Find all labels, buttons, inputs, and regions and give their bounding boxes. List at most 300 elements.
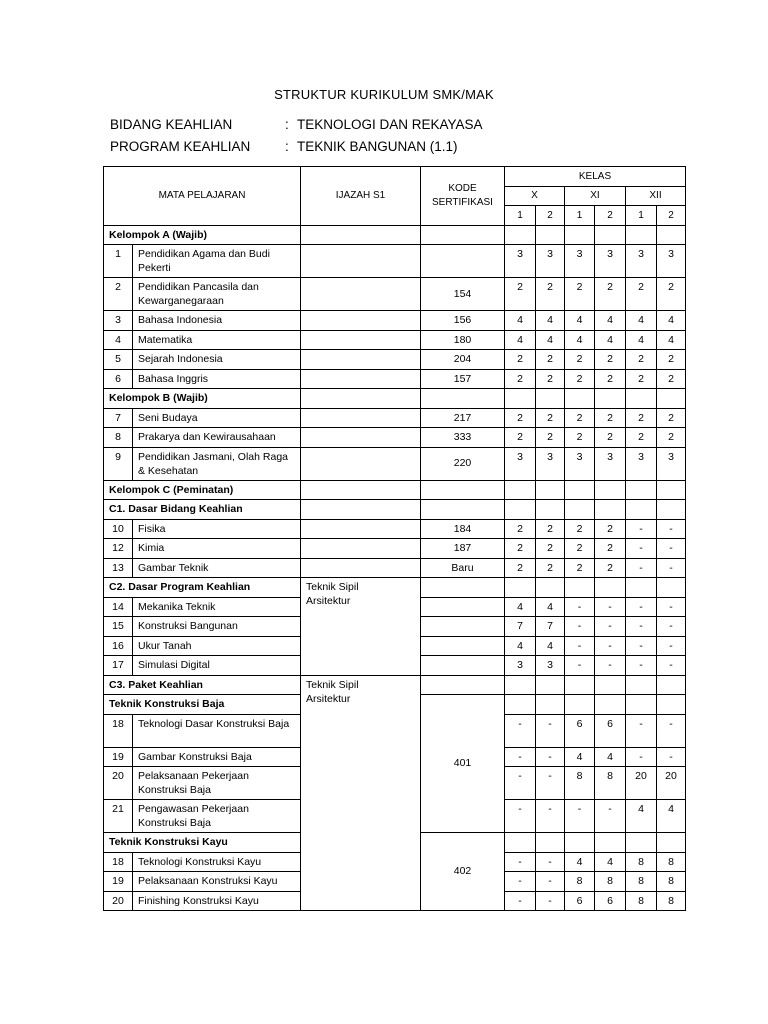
kelas-value: 4	[657, 800, 686, 833]
subject-name: Seni Budaya	[133, 408, 301, 428]
kode-cell	[421, 636, 505, 656]
header-grade: X	[505, 186, 565, 206]
meta-program-keahlian	[110, 139, 458, 154]
row-number: 18	[104, 852, 133, 872]
kelas-cell	[505, 389, 536, 409]
kelas-cell	[595, 675, 626, 695]
kelas-value: 2	[657, 369, 686, 389]
kode-cell	[421, 225, 505, 245]
group-row	[104, 675, 686, 695]
kelas-value: 3	[595, 245, 626, 278]
kelas-value: -	[657, 747, 686, 767]
kelas-value: -	[626, 714, 657, 747]
kelas-value: 2	[505, 519, 536, 539]
subject-name: Sejarah Indonesia	[133, 350, 301, 370]
kelas-value: 2	[595, 539, 626, 559]
kelas-cell	[626, 500, 657, 520]
subject-row	[104, 519, 686, 539]
kelas-value: 2	[657, 428, 686, 448]
kelas-value: 2	[626, 369, 657, 389]
group-row	[104, 389, 686, 409]
row-number: 4	[104, 330, 133, 350]
kelas-cell	[505, 833, 536, 853]
row-number: 7	[104, 408, 133, 428]
kelas-value: -	[565, 800, 595, 833]
group-label: Kelompok A (Wajib)	[104, 225, 301, 245]
subject-name: Prakarya dan Kewirausahaan	[133, 428, 301, 448]
kelas-value: 3	[657, 447, 686, 480]
kelas-value: 8	[657, 891, 686, 911]
kelas-value: -	[505, 800, 536, 833]
subject-name: Pendidikan Pancasila dan Kewarganegaraan	[133, 278, 301, 311]
kelas-value: 2	[565, 558, 595, 578]
kelas-cell	[657, 833, 686, 853]
kode-cell: 402	[421, 833, 505, 911]
kode-cell	[421, 500, 505, 520]
kelas-value: 2	[595, 350, 626, 370]
subject-row	[104, 350, 686, 370]
ijazah-item: Teknik Sipil	[306, 581, 359, 593]
kelas-cell	[595, 500, 626, 520]
kelas-cell	[657, 578, 686, 598]
kelas-value: 4	[565, 852, 595, 872]
row-number: 19	[104, 747, 133, 767]
kelas-cell	[565, 578, 595, 598]
kelas-value: 2	[595, 558, 626, 578]
kelas-value: 2	[536, 369, 565, 389]
kelas-cell	[626, 578, 657, 598]
kelas-cell	[657, 225, 686, 245]
subject-name: Bahasa Inggris	[133, 369, 301, 389]
kelas-value: 2	[626, 428, 657, 448]
kelas-value: -	[657, 597, 686, 617]
kode-cell	[421, 245, 505, 278]
kode-cell: 154	[421, 278, 505, 311]
ijazah-item: Arsitektur	[306, 692, 351, 705]
kelas-value: 2	[536, 558, 565, 578]
kelas-cell	[505, 480, 536, 500]
ijazah-cell	[301, 539, 421, 559]
ijazah-cell	[301, 578, 421, 676]
kode-cell	[421, 656, 505, 676]
subject-row	[104, 369, 686, 389]
kelas-cell	[595, 833, 626, 853]
kelas-value: -	[657, 558, 686, 578]
kelas-value: 2	[565, 350, 595, 370]
kelas-cell	[505, 225, 536, 245]
kelas-value: 8	[595, 872, 626, 892]
kelas-value: 4	[565, 330, 595, 350]
subject-row	[104, 447, 686, 480]
kelas-value: 2	[657, 408, 686, 428]
meta-value: TEKNIK BANGUNAN (1.1)	[297, 139, 458, 154]
kelas-cell	[536, 225, 565, 245]
header-kelas: KELAS	[505, 167, 686, 187]
kelas-value: 6	[565, 714, 595, 747]
row-number: 12	[104, 539, 133, 559]
kelas-cell	[565, 833, 595, 853]
subject-name: Finishing Konstruksi Kayu	[133, 891, 301, 911]
kelas-value: -	[626, 656, 657, 676]
kelas-cell	[595, 480, 626, 500]
kelas-value: 4	[536, 636, 565, 656]
kelas-cell	[536, 675, 565, 695]
subject-row	[104, 408, 686, 428]
kelas-value: 2	[505, 278, 536, 311]
header-ijazah: IJAZAH S1	[301, 167, 421, 226]
kelas-value: 2	[595, 519, 626, 539]
kelas-cell	[565, 225, 595, 245]
kelas-value: 2	[565, 428, 595, 448]
kelas-value: 2	[595, 278, 626, 311]
kelas-value: -	[505, 891, 536, 911]
kelas-value: 2	[595, 408, 626, 428]
kode-cell: 333	[421, 428, 505, 448]
header-semester: 2	[536, 206, 565, 226]
subject-row	[104, 558, 686, 578]
kelas-value: -	[595, 597, 626, 617]
kelas-value: 4	[626, 800, 657, 833]
group-label: C3. Paket Keahlian	[104, 675, 301, 695]
kelas-value: 4	[595, 330, 626, 350]
kelas-value: -	[657, 519, 686, 539]
kode-cell: 401	[421, 695, 505, 833]
kelas-value: -	[505, 872, 536, 892]
kelas-value: 4	[536, 330, 565, 350]
kelas-value: -	[626, 558, 657, 578]
row-number: 6	[104, 369, 133, 389]
subject-name: Gambar Teknik	[133, 558, 301, 578]
kelas-cell	[626, 225, 657, 245]
kelas-value: 2	[657, 350, 686, 370]
kelas-value: 3	[536, 245, 565, 278]
header-mata-pelajaran: MATA PELAJARAN	[104, 167, 301, 226]
meta-label: BIDANG KEAHLIAN	[110, 117, 233, 132]
row-number: 17	[104, 656, 133, 676]
kelas-value: 2	[626, 408, 657, 428]
subject-name: Pelaksanaan Konstruksi Kayu	[133, 872, 301, 892]
kelas-value: 2	[536, 428, 565, 448]
subject-name: Pengawasan Pekerjaan Konstruksi Baja	[133, 800, 301, 833]
subject-name: Ukur Tanah	[133, 636, 301, 656]
kelas-value: 2	[536, 350, 565, 370]
kelas-value: 3	[505, 245, 536, 278]
group-label: Kelompok C (Peminatan)	[104, 480, 301, 500]
kelas-value: 4	[626, 330, 657, 350]
kelas-cell	[595, 578, 626, 598]
kelas-value: 8	[657, 852, 686, 872]
kelas-value: 6	[595, 891, 626, 911]
subject-name: Pendidikan Agama dan Budi Pekerti	[133, 245, 301, 278]
kelas-cell	[657, 500, 686, 520]
subject-name: Matematika	[133, 330, 301, 350]
kelas-cell	[626, 480, 657, 500]
kelas-value: 4	[595, 852, 626, 872]
kelas-value: -	[505, 747, 536, 767]
ijazah-cell	[301, 500, 421, 520]
subject-row	[104, 330, 686, 350]
kelas-value: -	[536, 852, 565, 872]
subject-name: Bahasa Indonesia	[133, 311, 301, 331]
kelas-value: 4	[657, 330, 686, 350]
kelas-cell	[657, 389, 686, 409]
kelas-cell	[505, 695, 536, 715]
curriculum-table	[103, 166, 686, 911]
kelas-value: 3	[595, 447, 626, 480]
row-number: 19	[104, 872, 133, 892]
ijazah-cell	[301, 675, 421, 911]
kelas-cell	[536, 695, 565, 715]
subject-row	[104, 245, 686, 278]
kelas-value: -	[505, 852, 536, 872]
kelas-value: 7	[536, 617, 565, 637]
group-label: Teknik Konstruksi Kayu	[104, 833, 301, 853]
ijazah-cell	[301, 330, 421, 350]
kelas-value: 4	[565, 747, 595, 767]
kode-cell: 157	[421, 369, 505, 389]
kelas-value: -	[536, 872, 565, 892]
ijazah-cell	[301, 369, 421, 389]
row-number: 14	[104, 597, 133, 617]
kelas-value: -	[536, 747, 565, 767]
meta-separator: :	[285, 139, 289, 154]
ijazah-item: Teknik Sipil	[306, 678, 359, 691]
kelas-value: -	[536, 891, 565, 911]
kelas-value: 4	[505, 330, 536, 350]
kode-cell	[421, 578, 505, 598]
row-number: 10	[104, 519, 133, 539]
kelas-value: -	[657, 656, 686, 676]
kelas-cell	[565, 500, 595, 520]
kelas-value: 2	[595, 428, 626, 448]
subject-name: Kimia	[133, 539, 301, 559]
group-label: C2. Dasar Program Keahlian	[104, 578, 301, 598]
group-row	[104, 500, 686, 520]
subject-name: Simulasi Digital	[133, 656, 301, 676]
kelas-value: 8	[626, 852, 657, 872]
kelas-cell	[536, 833, 565, 853]
kelas-value: -	[626, 636, 657, 656]
ijazah-cell	[301, 558, 421, 578]
kelas-value: -	[626, 617, 657, 637]
subject-name: Gambar Konstruksi Baja	[133, 747, 301, 767]
ijazah-cell	[301, 245, 421, 278]
group-label: Teknik Konstruksi Baja	[104, 695, 301, 715]
kelas-cell	[657, 675, 686, 695]
kelas-value: -	[626, 747, 657, 767]
kelas-value: 3	[505, 656, 536, 676]
kelas-value: 8	[657, 872, 686, 892]
kode-cell: 187	[421, 539, 505, 559]
kelas-value: 4	[505, 636, 536, 656]
kelas-value: -	[536, 714, 565, 747]
kode-cell	[421, 617, 505, 637]
row-number: 3	[104, 311, 133, 331]
ijazah-cell	[301, 389, 421, 409]
kelas-value: 4	[505, 597, 536, 617]
kelas-cell	[595, 695, 626, 715]
kelas-value: 20	[657, 767, 686, 800]
kelas-value: -	[626, 539, 657, 559]
kelas-value: 20	[626, 767, 657, 800]
header-semester: 1	[626, 206, 657, 226]
document-title: STRUKTUR KURIKULUM SMK/MAK	[274, 87, 494, 102]
kelas-value: 3	[565, 245, 595, 278]
subject-row	[104, 428, 686, 448]
kelas-value: 4	[536, 597, 565, 617]
ijazah-cell	[301, 311, 421, 331]
kelas-value: 2	[626, 350, 657, 370]
kelas-value: 2	[626, 278, 657, 311]
kelas-value: 8	[565, 872, 595, 892]
kelas-value: -	[505, 714, 536, 747]
kelas-cell	[595, 389, 626, 409]
kelas-value: -	[595, 656, 626, 676]
subject-name: Pelaksanaan Pekerjaan Konstruksi Baja	[133, 767, 301, 800]
kelas-cell	[626, 695, 657, 715]
kode-cell: 180	[421, 330, 505, 350]
row-number: 8	[104, 428, 133, 448]
kelas-value: 6	[595, 714, 626, 747]
kelas-cell	[536, 480, 565, 500]
kelas-value: 2	[505, 428, 536, 448]
kelas-value: 3	[505, 447, 536, 480]
kelas-value: -	[595, 800, 626, 833]
subject-name: Fisika	[133, 519, 301, 539]
kode-cell: 204	[421, 350, 505, 370]
kelas-value: -	[565, 636, 595, 656]
subject-name: Pendidikan Jasmani, Olah Raga & Kesehatan	[133, 447, 301, 480]
ijazah-cell	[301, 447, 421, 480]
kode-cell: Baru	[421, 558, 505, 578]
kelas-value: 2	[505, 408, 536, 428]
kelas-cell	[626, 833, 657, 853]
kelas-value: 2	[536, 519, 565, 539]
header-semester: 2	[657, 206, 686, 226]
ijazah-cell	[301, 278, 421, 311]
row-number: 20	[104, 767, 133, 800]
kelas-value: -	[595, 636, 626, 656]
kelas-cell	[657, 695, 686, 715]
row-number: 2	[104, 278, 133, 311]
meta-label: PROGRAM KEAHLIAN	[110, 139, 251, 154]
kelas-value: 3	[626, 447, 657, 480]
kelas-value: 2	[595, 369, 626, 389]
kode-cell: 156	[421, 311, 505, 331]
kelas-value: -	[657, 539, 686, 559]
subject-name: Konstruksi Bangunan	[133, 617, 301, 637]
subject-name: Teknologi Konstruksi Kayu	[133, 852, 301, 872]
kelas-value: -	[536, 767, 565, 800]
kelas-value: 4	[595, 311, 626, 331]
ijazah-cell	[301, 519, 421, 539]
kelas-value: -	[565, 656, 595, 676]
kelas-value: 2	[505, 558, 536, 578]
kode-cell: 217	[421, 408, 505, 428]
kelas-value: 2	[565, 369, 595, 389]
kelas-value: 4	[536, 311, 565, 331]
kelas-value: 4	[657, 311, 686, 331]
kelas-value: 2	[536, 278, 565, 311]
kelas-value: -	[657, 617, 686, 637]
kelas-value: 3	[565, 447, 595, 480]
header-semester: 1	[565, 206, 595, 226]
row-number: 15	[104, 617, 133, 637]
meta-bidang-keahlian	[110, 117, 483, 132]
kode-cell	[421, 675, 505, 695]
group-row	[104, 578, 686, 598]
header-kode-sertifikasi: KODE SERTIFIKASI	[421, 167, 505, 226]
kelas-value: 2	[657, 278, 686, 311]
kelas-value: -	[595, 617, 626, 637]
kelas-value: 2	[505, 539, 536, 559]
kelas-value: 4	[626, 311, 657, 331]
kelas-value: 7	[505, 617, 536, 637]
kelas-cell	[565, 675, 595, 695]
group-label: Kelompok B (Wajib)	[104, 389, 301, 409]
kelas-cell	[565, 480, 595, 500]
header-semester: 1	[505, 206, 536, 226]
kelas-cell	[536, 389, 565, 409]
kelas-value: 2	[565, 278, 595, 311]
kelas-value: 2	[565, 408, 595, 428]
kelas-value: 2	[536, 408, 565, 428]
kelas-value: -	[565, 617, 595, 637]
kelas-value: 8	[626, 872, 657, 892]
header-grade: XI	[565, 186, 626, 206]
header-semester: 2	[595, 206, 626, 226]
kelas-value: 2	[565, 519, 595, 539]
row-number: 13	[104, 558, 133, 578]
kelas-value: -	[657, 714, 686, 747]
kelas-cell	[536, 500, 565, 520]
kelas-value: 2	[505, 369, 536, 389]
kelas-cell	[626, 675, 657, 695]
subject-name: Teknologi Dasar Konstruksi Baja	[133, 714, 301, 747]
kode-cell	[421, 480, 505, 500]
kelas-cell	[565, 695, 595, 715]
kelas-value: 4	[505, 311, 536, 331]
kelas-value: 3	[536, 447, 565, 480]
kelas-value: 2	[565, 539, 595, 559]
row-number: 5	[104, 350, 133, 370]
kelas-value: 6	[565, 891, 595, 911]
kelas-value: -	[565, 597, 595, 617]
kelas-value: 2	[505, 350, 536, 370]
kode-cell	[421, 389, 505, 409]
kelas-value: 3	[536, 656, 565, 676]
kelas-cell	[505, 500, 536, 520]
ijazah-cell	[301, 408, 421, 428]
row-number: 21	[104, 800, 133, 833]
kelas-value: -	[626, 519, 657, 539]
ijazah-cell	[301, 428, 421, 448]
row-number: 16	[104, 636, 133, 656]
kode-cell: 184	[421, 519, 505, 539]
subject-row	[104, 539, 686, 559]
header-grade: XII	[626, 186, 686, 206]
kelas-value: 8	[565, 767, 595, 800]
kelas-value: 3	[657, 245, 686, 278]
kelas-value: 8	[626, 891, 657, 911]
kelas-cell	[565, 389, 595, 409]
kelas-cell	[595, 225, 626, 245]
kode-cell	[421, 597, 505, 617]
meta-value: TEKNOLOGI DAN REKAYASA	[297, 117, 483, 132]
ijazah-cell	[301, 350, 421, 370]
group-label: C1. Dasar Bidang Keahlian	[104, 500, 301, 520]
kelas-value: 2	[536, 539, 565, 559]
